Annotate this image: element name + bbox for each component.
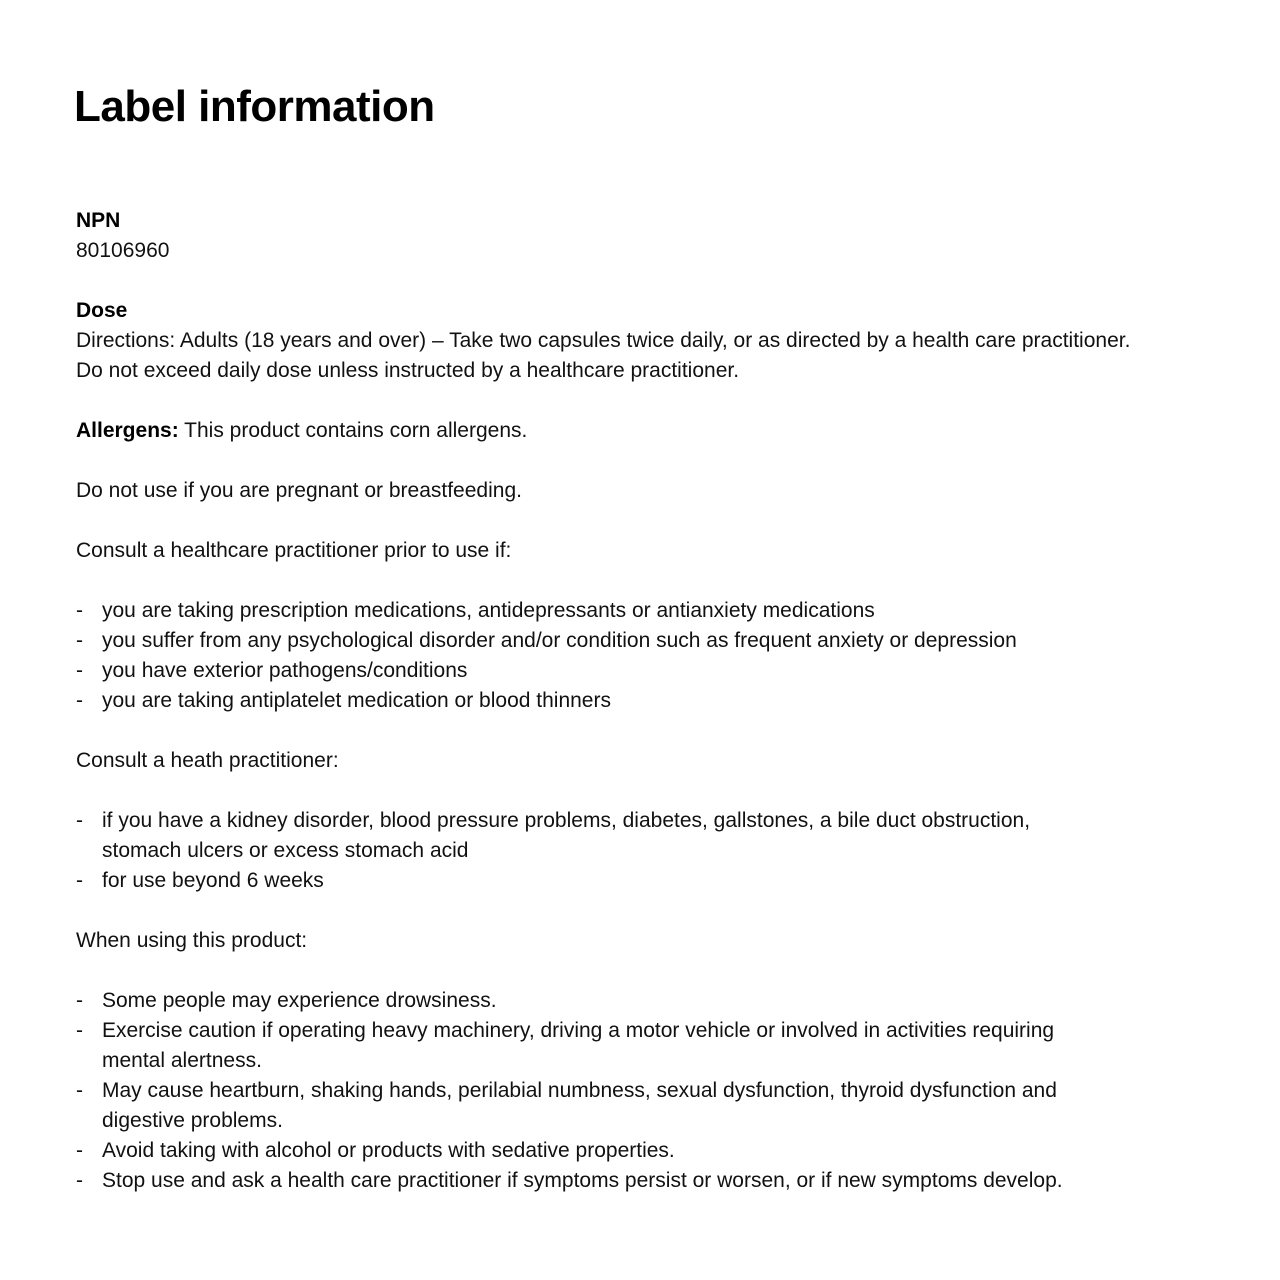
dose-directions: Directions: Adults (18 years and over) – Take two capsules twice daily, or as directed by a health care practitioner. xyxy=(76,329,1131,352)
allergens-label: Allergens: xyxy=(76,419,179,442)
consult-prior-list xyxy=(76,596,1256,716)
list-item: - you suffer from any psychological disorder and/or condition such as frequent anxiety or depression xyxy=(76,626,1256,656)
list-item: - Stop use and ask a health care practitioner if symptoms persist or worsen, or if new symptoms develop. xyxy=(76,1166,1256,1196)
dose-section xyxy=(76,296,1256,386)
list-item: - Exercise caution if operating heavy machinery, driving a motor vehicle or involved in activities requiring mental alertness. xyxy=(76,1016,1256,1076)
allergens-statement xyxy=(76,416,1256,446)
consult-prior-heading: Consult a healthcare practitioner prior to use if: xyxy=(76,539,512,562)
list-item: - Some people may experience drowsiness. xyxy=(76,986,1256,1016)
allergens-text: This product contains corn allergens. xyxy=(178,419,528,442)
when-using-heading: When using this product: xyxy=(76,929,308,952)
page-title: Label information xyxy=(74,82,435,131)
label-content xyxy=(76,206,1256,1196)
list-item: - you have exterior pathogens/conditions xyxy=(76,656,1256,686)
list-item: - May cause heartburn, shaking hands, perilabial numbness, sexual dysfunction, thyroid dysfunction and digestive problems. xyxy=(76,1076,1256,1136)
npn-label: NPN xyxy=(76,209,121,232)
pregnancy-warning: Do not use if you are pregnant or breastfeeding. xyxy=(76,479,522,502)
consult-health-heading: Consult a heath practitioner: xyxy=(76,749,339,772)
dose-label: Dose xyxy=(76,299,128,322)
list-item: - for use beyond 6 weeks xyxy=(76,866,1256,896)
list-item: - Avoid taking with alcohol or products with sedative properties. xyxy=(76,1136,1256,1166)
npn-value: 80106960 xyxy=(76,239,170,262)
list-item: - you are taking antiplatelet medication or blood thinners xyxy=(76,686,1256,716)
consult-health-list xyxy=(76,806,1256,896)
consult-health-section xyxy=(76,746,1256,896)
npn-section xyxy=(76,206,1256,266)
dose-limit: Do not exceed daily dose unless instructed by a healthcare practitioner. xyxy=(76,359,740,382)
when-using-list xyxy=(76,986,1256,1196)
consult-prior-section xyxy=(76,536,1256,716)
list-item: - if you have a kidney disorder, blood pressure problems, diabetes, gallstones, a bile duct obstruction, stomach ulcers or excess stomach acid xyxy=(76,806,1256,866)
when-using-section xyxy=(76,926,1256,1196)
list-item: - you are taking prescription medications, antidepressants or antianxiety medications xyxy=(76,596,1256,626)
